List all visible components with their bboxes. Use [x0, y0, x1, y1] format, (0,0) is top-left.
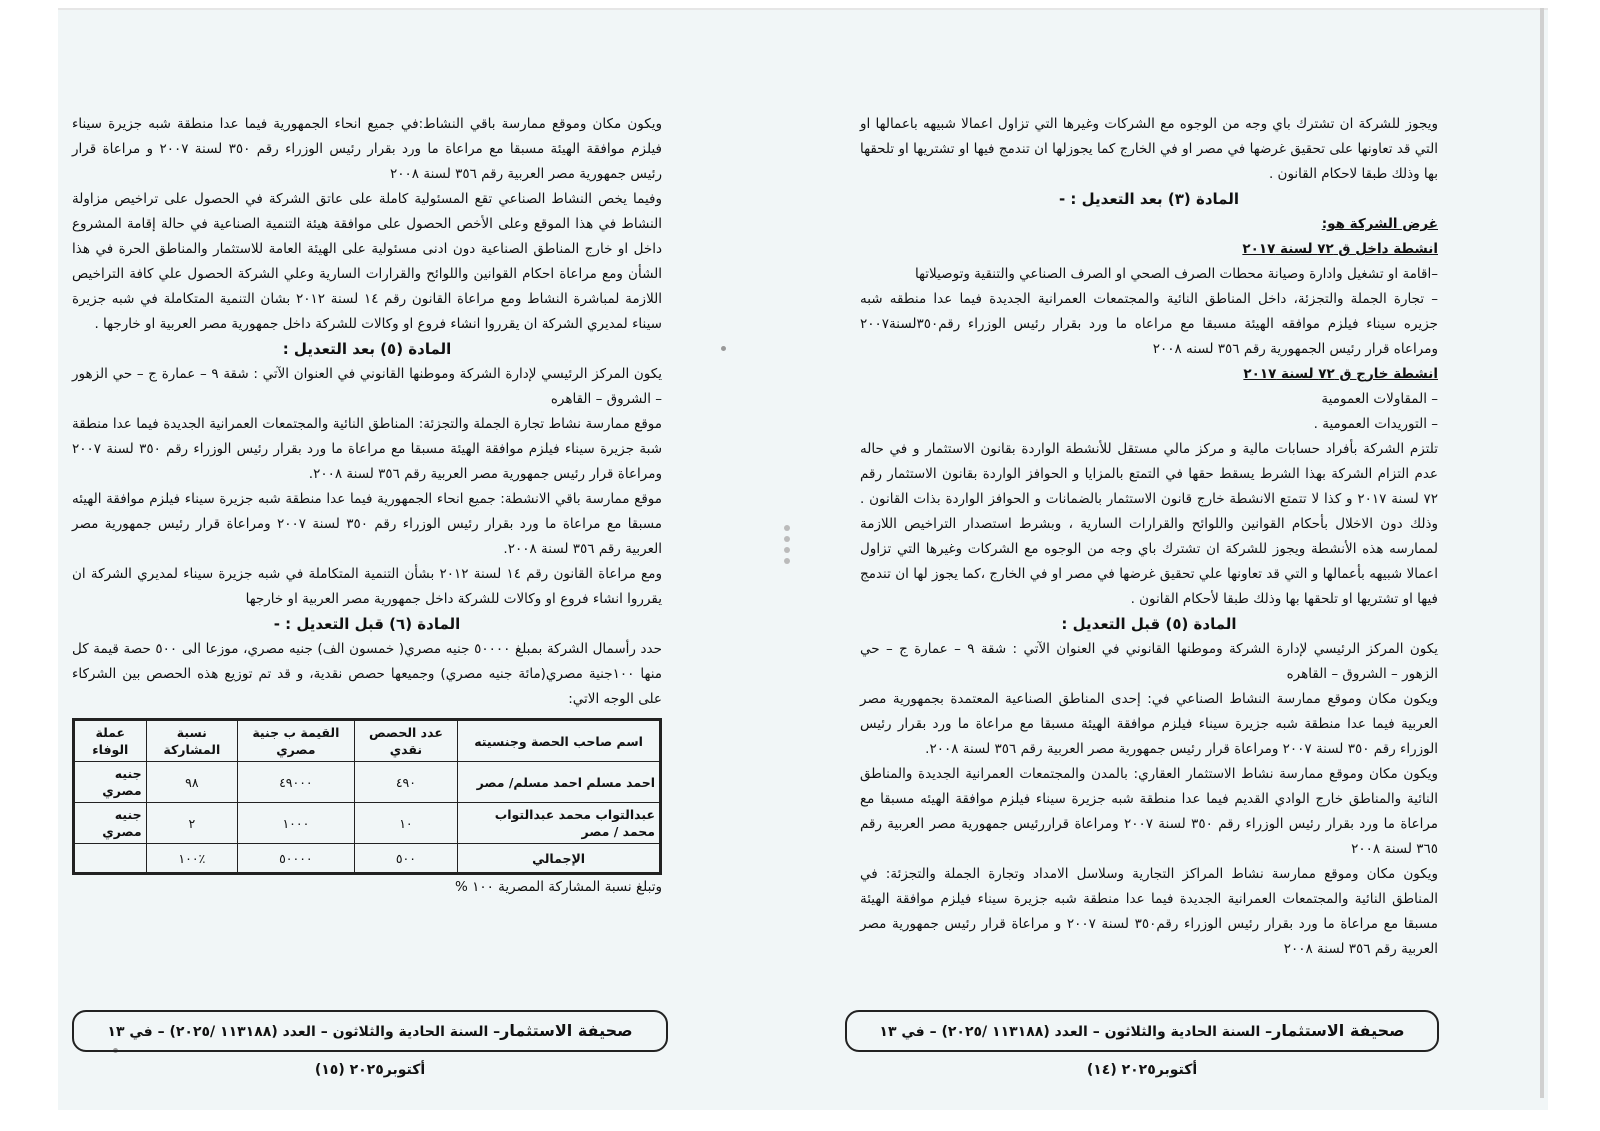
- article-6-before-heading: المادة (٦) قبل التعديل : -: [273, 615, 461, 633]
- egyptian-share-note: وتبلغ نسبة المشاركة المصرية ١٠٠ %: [454, 879, 662, 895]
- paragraph: –اقامة او تشغيل وادارة وصيانة محطات الصرف الصحي او الصرف الصناعي والتنقية وتوصيلاتها: [914, 266, 1438, 282]
- paragraph: وفيما يخص النشاط الصناعي تقع المسئولية كاملة على عاتق الشركة في الحصول على تراخيص مزاولة النشاط في هذا الموقع وعلى الأخص الحصول على موافقة هيئة التنمية الصناعية في حالة إقامة المشروع داخل او خارج المناطق الصناعية دون ادنى مسئولية على الهيئة العامة للاستثمار والمناطق الحرة في هذا الشأن ومع مراعاة احكام القوانين واللوائح والقرارات السارية وعلي الشركة الحصول علي كافة التراخيص اللازمة لمباشرة النشاط ومع مراعاة القانون رقم ١٤ لسنة ٢٠١٢ بشان التنمية المتكاملة في شبه جزيرة سيناء لمديري الشركة ان يقرروا انشاء فروع او وكالات للشركة داخل جمهورية مصر العربية او خارجها .: [72, 191, 662, 332]
- paragraph: ويكون مكان وموقع ممارسة النشاط الصناعي في: إحدى المناطق الصناعية المعتمدة بجمهورية مصر العربية فيما عدا منطقة شبه جزيرة سيناء فيلزم موافقة الهيئة مسبقا مع مراعاة ما ورد بقرار رئيس الوزراء رقم ٣٥٠ لسنة ٢٠٠٧ ومراعاة قرار رئيس جمهورية مصر العربية رقم ٣٥٦ لسنة ٢٠٠٨.: [860, 691, 1438, 757]
- footer-details: – السنة الحادية والثلاثون – العدد (١١٣١٨٨ /٢٠٢٥) – في ١٣ أكتوبر٢٠٢٥ (١٤): [879, 1024, 1273, 1078]
- footer-masthead: صحيفة الاستثمار: [1272, 1021, 1405, 1040]
- cell-percentage: ٩٨: [146, 762, 238, 803]
- paragraph: موقع ممارسة باقي الانشطة: جميع انحاء الجمهورية فيما عدا منطقة شبه جزيرة سيناء فيلزم موافقة الهيئه مسبقا مع مراعاة ما ورد بقرار رئيس الوزراء رقم ٣٥٠ لسنة ٢٠٠٧ ومراعاة قرار رئيس جمهورية مصر العربية رقم ٣٥٦ لسنة ٢٠٠٨.: [72, 491, 662, 557]
- paragraph: ويكون مكان وموقع ممارسة نشاط المراكز التجارية وسلاسل الامداد وتجارة الجملة والتجزئة: في المناطق النائية والمجتمعات العمرانية الجديدة فيما عدا منطقة شبه جزيرة سيناء فيلزم موافقة الهيئة مسبقا مع مراعاة ما ورد بقرار رئيس الوزراء رقم٣٥٠ لسنة ٢٠٠٧ و مراعاة قرار رئيس جمهورية مصر العربية رقم ٣٥٦ لسنة ٢٠٠٨: [860, 866, 1438, 957]
- cell-currency: جنيه مصري: [74, 762, 147, 803]
- cell-currency: جنيه مصري: [74, 803, 147, 844]
- header-value: القيمة ب جنية مصري: [238, 720, 355, 762]
- shareholders-table: [72, 718, 662, 875]
- cell-total-shares: ٥٠٠: [354, 844, 458, 874]
- binding-gutter: [780, 520, 794, 610]
- cell-value: ٤٩٠٠٠: [238, 762, 355, 803]
- footer-details: – السنة الحادية والثلاثون – العدد (١١٣١٨٨ /٢٠٢٥) – في ١٣ أكتوبر٢٠٢٥ (١٥): [107, 1024, 501, 1078]
- right-page-column: [860, 112, 1438, 962]
- cell-shares: ٤٩٠: [354, 762, 458, 803]
- header-name: اسم صاحب الحصة وجنسيته: [458, 720, 661, 762]
- table-row: [74, 762, 661, 803]
- cell-name: احمد مسلم احمد مسلم/ مصر: [458, 762, 661, 803]
- table-row: [74, 803, 661, 844]
- header-shares: عدد الحصص نقدي: [354, 720, 458, 762]
- header-currency: عملة الوفاء: [74, 720, 147, 762]
- cell-total-label: الإجمالي: [458, 844, 661, 874]
- cell-total-percentage: ٪١٠٠: [146, 844, 238, 874]
- list-item: – المقاولات العمومية: [1321, 391, 1438, 407]
- paragraph: ويكون مكان وموقع ممارسة باقي النشاط:في جميع انحاء الجمهورية فيما عدا منطقة شبه جزيرة سيناء فيلزم موافقة الهيئة مسبقا مع مراعاة ما ورد بقرار رئيس الوزراء رقم ٣٥٠ لسنة ٢٠٠٧ و مراعاة قرار رئيس جمهورية مصر العربية رقم ٣٥٦ لسنة ٢٠٠٨: [72, 116, 662, 182]
- paragraph: يكون المركز الرئيسي لإدارة الشركة وموطنها القانوني في العنوان الآتي : شقة ٩ – عمارة ج – حي الزهور – الشروق – القاهره: [72, 366, 662, 407]
- scan-speck: [721, 346, 726, 351]
- paragraph: ويجوز للشركة ان تشترك باي وجه من الوجوه مع الشركات وغيرها التي تزاول اعمالا شبيهه باعمالها او التي قد تعاونها على تحقيق غرضها في مصر او في الخارج كما يجوزلها ان تندمج فيها او تشتريها او تلحقها بها وذلك طبقا لاحكام القانون .: [860, 116, 1438, 182]
- cell-total-value: ٥٠٠٠٠: [238, 844, 355, 874]
- paragraph: – تجارة الجملة والتجزئة، داخل المناطق النائية والمجتمعات العمرانية الجديدة فيما عدا منطقه شبه جزيره سيناء فيلزم موافقه الهيئة مسبقا مع مراعاه ما ورد بقرار رئيس الوزراء رقم٣٥٠لسنة٢٠٠٧ ومراعاه قرار رئيس الجمهورية رقم ٣٥٦ لسنه ٢٠٠٨: [860, 291, 1438, 357]
- page-footer-right: [845, 1010, 1439, 1078]
- paragraph: يكون المركز الرئيسي لإدارة الشركة وموطنها القانوني في العنوان الآتي : شقة ٩ – عمارة ج – حي الزهور – الشروق – القاهره: [860, 641, 1438, 682]
- paragraph: موقع ممارسة نشاط تجارة الجملة والتجزئة: المناطق النائية والمجتمعات العمرانية الجديدة فيما عدا منطقة شبة جزيرة سيناء فيلزم موافقة الهيئة مسبقا مع مراعاة ما ورد بقرار رئيس الوزراء رقم ٣٥٠ لسنة ٢٠٠٧ ومراعاة قرار رئيس جمهورية مصر العربية رقم ٣٥٦ لسنة ٢٠٠٨.: [72, 416, 662, 482]
- header-percentage: نسبة المشاركة: [146, 720, 238, 762]
- cell-percentage: ٢: [146, 803, 238, 844]
- activities-inside-law-heading: انشطة داخل ق ٧٢ لسنة ٢٠١٧: [1242, 241, 1438, 257]
- list-item: – التوريدات العمومية .: [1313, 416, 1438, 432]
- company-purpose-heading: غرض الشركة هو:: [1321, 216, 1438, 232]
- activities-outside-law-heading: انشطة خارج ق ٧٢ لسنة ٢٠١٧: [1243, 366, 1438, 382]
- paragraph: حدد رأسمال الشركة بمبلغ ٥٠٠٠٠ جنيه مصري( خمسون الف) جنيه مصري، موزعا الى ٥٠٠ حصة قيمة كل منها ١٠٠جنية مصري(مائة جنيه مصري) وجميعها حصص نقدية، و قد تم توزيع هذه الحصص بين الشركاء على الوجه الاتي:: [72, 641, 662, 707]
- article-3-after-heading: المادة (٣) بعد التعديل : -: [1058, 190, 1240, 208]
- left-page-column: [72, 112, 662, 900]
- page-footer-left: [72, 1010, 668, 1078]
- cell-shares: ١٠: [354, 803, 458, 844]
- paragraph: ومع مراعاة القانون رقم ١٤ لسنة ٢٠١٢ بشأن التنمية المتكاملة في شبه جزيرة سيناء لمديري الشركة ان يقرروا انشاء فروع او وكالات للشركة داخل جمهورية مصر العربية او خارجها: [72, 566, 662, 607]
- article-5-after-heading: المادة (٥) بعد التعديل :: [282, 340, 452, 358]
- footer-masthead: صحيفة الاستثمار: [500, 1021, 633, 1040]
- article-5-before-heading: المادة (٥) قبل التعديل :: [1061, 615, 1237, 633]
- cell-total-currency: [74, 844, 147, 874]
- paragraph: تلتزم الشركة بأفراد حسابات مالية و مركز مالي مستقل للأنشطة الواردة بقانون الاستثمار و في حاله عدم التزام الشركة بهذا الشرط يسقط حقها في التمتع بالمزايا و الحوافز الواردة بقانون الاستثمار رقم ٧٢ لسنة ٢٠١٧ و كذا لا تتمتع الانشطة خارج قانون الاستثمار بالضمانات و الحوافز الواردة بذات القانون . وذلك دون الاخلال بأحكام القوانين واللوائح والقرارات السارية ، وبشرط استصدار التراخيص اللازمة لممارسه هذه الأنشطة ويجوز للشركة ان تشترك باي وجه من الوجوه مع الشركات وغيرها التي تزاول اعمالا شبيهه بأعمالها و التي قد تعاونها علي تحقيق غرضها في مصر او في الخارج ،كما يجوز لها ان تندمج فيها او تشتريها او تلحقها بها وذلك طبقا لأحكام القانون .: [860, 441, 1438, 607]
- paragraph: ويكون مكان وموقع ممارسة نشاط الاستثمار العقاري: بالمدن والمجتمعات العمرانية الجديدة والمناطق النائية والمناطق خارج الوادي القديم فيما عدا منطقة شبه جزيرة سيناء فيلزم موافقة الهيئه مسبقا مع مراعاة ما ورد بقرار رئيس الوزراء رقم ٣٥٠ لسنة ٢٠٠٧ ومراعاة قراررئيس جمهورية مصر العربية رقم ٣٦٥ لسنة ٢٠٠٨: [860, 766, 1438, 857]
- page-right-edge: [1540, 8, 1544, 1098]
- cell-value: ١٠٠٠: [238, 803, 355, 844]
- cell-name: عبدالتواب محمد عبدالتواب محمد / مصر: [458, 803, 661, 844]
- table-header-row: [74, 720, 661, 762]
- table-total-row: [74, 844, 661, 874]
